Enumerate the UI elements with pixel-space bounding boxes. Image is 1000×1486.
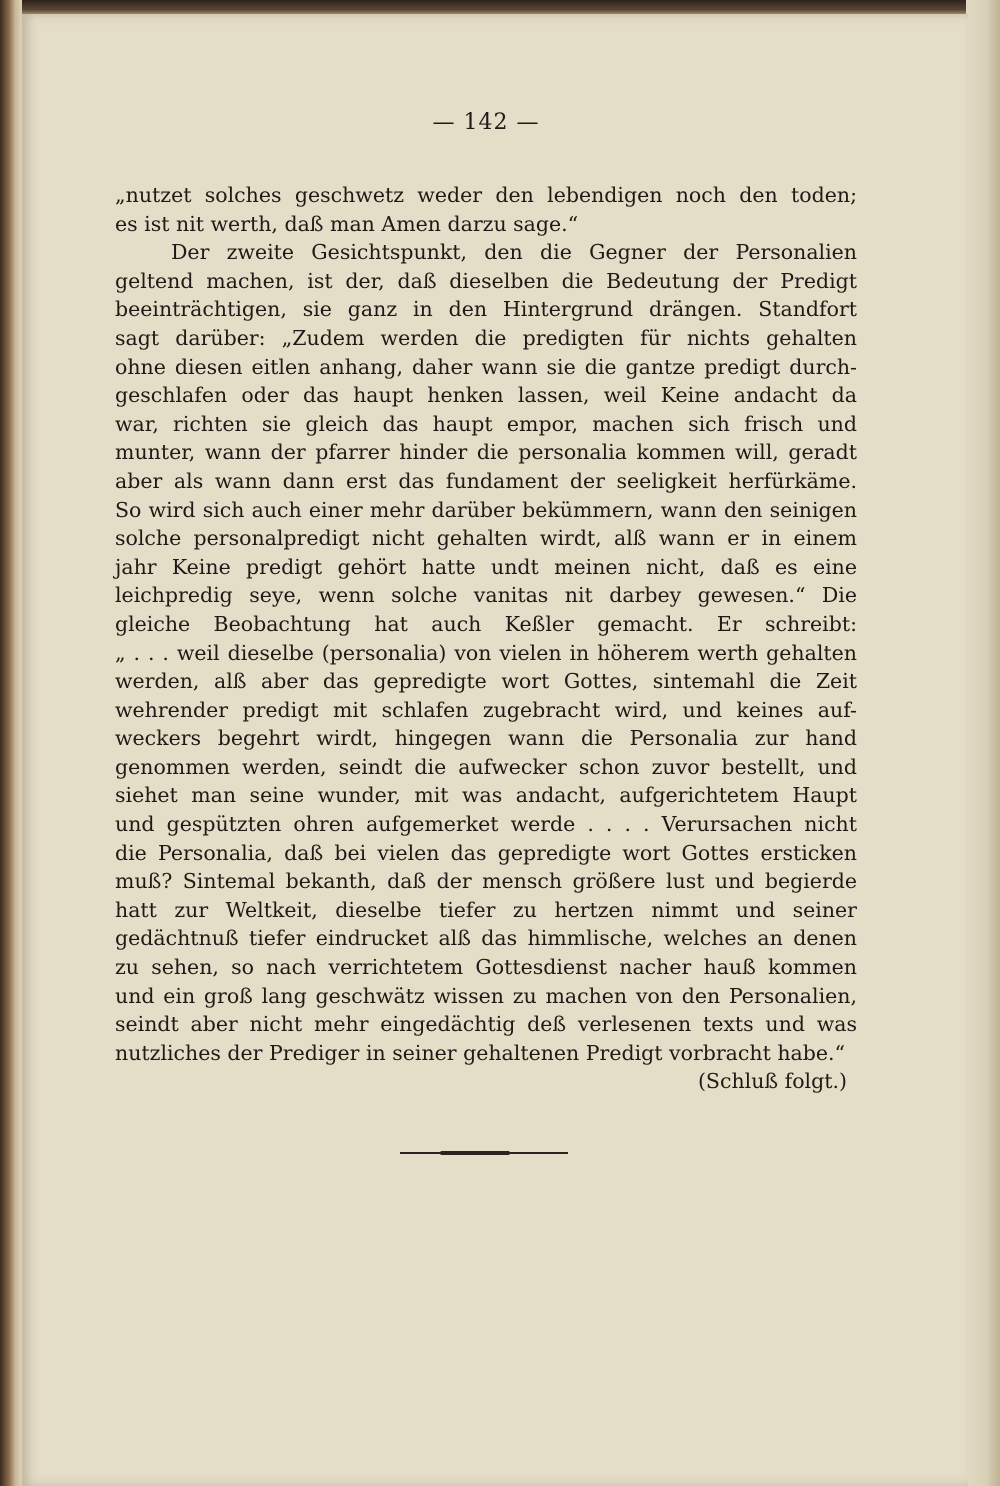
text-line: beeinträchtigen, sie ganz in den Hintergrund drängen. Standfort: [115, 297, 857, 322]
text-line: nutzliches der Prediger in seiner gehaltenen Predigt vorbracht habe.“: [115, 1040, 846, 1065]
text-line: gleiche Beobachtung hat auch Keßler gemacht. Er schreibt:: [115, 611, 857, 636]
text-line: siehet man seine wunder, mit was andacht, aufgerichtetem Haupt: [115, 783, 857, 808]
text-line: leichpredig seye, wenn solche vanitas nit darbey gewesen.“ Die: [115, 583, 857, 608]
text-line: genommen werden, seindt die aufwecker schon zuvor bestellt, und: [115, 754, 857, 779]
text-line: geschlafen oder das haupt henken lassen, weil Keine andacht da: [115, 383, 857, 408]
text-line: war, richten sie gleich das haupt empor, machen sich frisch und: [115, 411, 857, 436]
continuation-note: (Schluß folgt.): [697, 1069, 847, 1094]
text-line: „nutzet solches geschwetz weder den lebendigen noch den toden;: [115, 183, 857, 207]
text-line: werden, alß aber das gepredigte wort Gottes, sintemahl die Zeit: [115, 669, 857, 694]
text-line: munter, wann der pfarrer hinder die personalia kommen will, geradt: [115, 440, 857, 465]
text-line: hatt zur Weltkeit, dieselbe tiefer zu hertzen nimmt und seiner: [115, 897, 857, 922]
text-line: wehrender predigt mit schlafen zugebracht wird, und keines auf-: [115, 697, 857, 722]
text-line: „ . . . weil dieselbe (personalia) von vielen in höherem werth gehalten: [115, 640, 857, 665]
book-binding-edge: [0, 0, 22, 1486]
text-line: solche personalpredigt nicht gehalten wirdt, alß wann er in einem: [115, 526, 857, 551]
text-line: So wird sich auch einer mehr darüber bekümmern, wann den seinigen: [115, 497, 857, 522]
text-line: die Personalia, daß bei vielen das gepredigte wort Gottes ersticken: [115, 840, 857, 865]
text-line: geltend machen, ist der, daß dieselben die Bedeutung der Predigt: [115, 268, 857, 293]
text-line: muß? Sintemal bekanth, daß der mensch größere lust und begierde: [115, 869, 857, 894]
page-content: [115, 110, 857, 1096]
text-line: zu sehen, so nach verrichtetem Gottesdienst nacher hauß kommen: [115, 955, 857, 980]
text-line: und gespützten ohren aufgemerket werde . . . . Verursachen nicht: [115, 812, 857, 837]
text-line: weckers begehrt wirdt, hingegen wann die Personalia zur hand: [115, 726, 857, 751]
page-stack-edge: [966, 0, 1000, 1486]
text-line: und ein groß lang geschwätz wissen zu machen von den Personalien,: [115, 983, 857, 1008]
text-line: gedächtnuß tiefer eindrucket alß das himmlische, welches an denen: [115, 926, 857, 951]
section-divider-rule: [400, 1152, 568, 1154]
text-line: jahr Keine predigt gehört hatte undt meinen nicht, daß es eine: [115, 554, 857, 579]
text-line: ohne diesen eitlen anhang, daher wann sie die gantze predigt durch-: [115, 354, 857, 379]
text-body: [115, 181, 857, 1096]
text-line: Der zweite Gesichtspunkt, den die Gegner der Personalien: [171, 240, 857, 265]
text-line: aber als wann dann erst das fundament der seeligkeit herfürkäme.: [115, 468, 857, 493]
page-number: — 142 —: [432, 110, 540, 135]
text-line: es ist nit werth, daß man Amen darzu sage.“: [115, 211, 579, 236]
text-line: sagt darüber: „Zudem werden die predigten für nichts gehalten: [115, 325, 857, 350]
text-line: seindt aber nicht mehr eingedächtig deß verlesenen texts und was: [115, 1012, 857, 1037]
